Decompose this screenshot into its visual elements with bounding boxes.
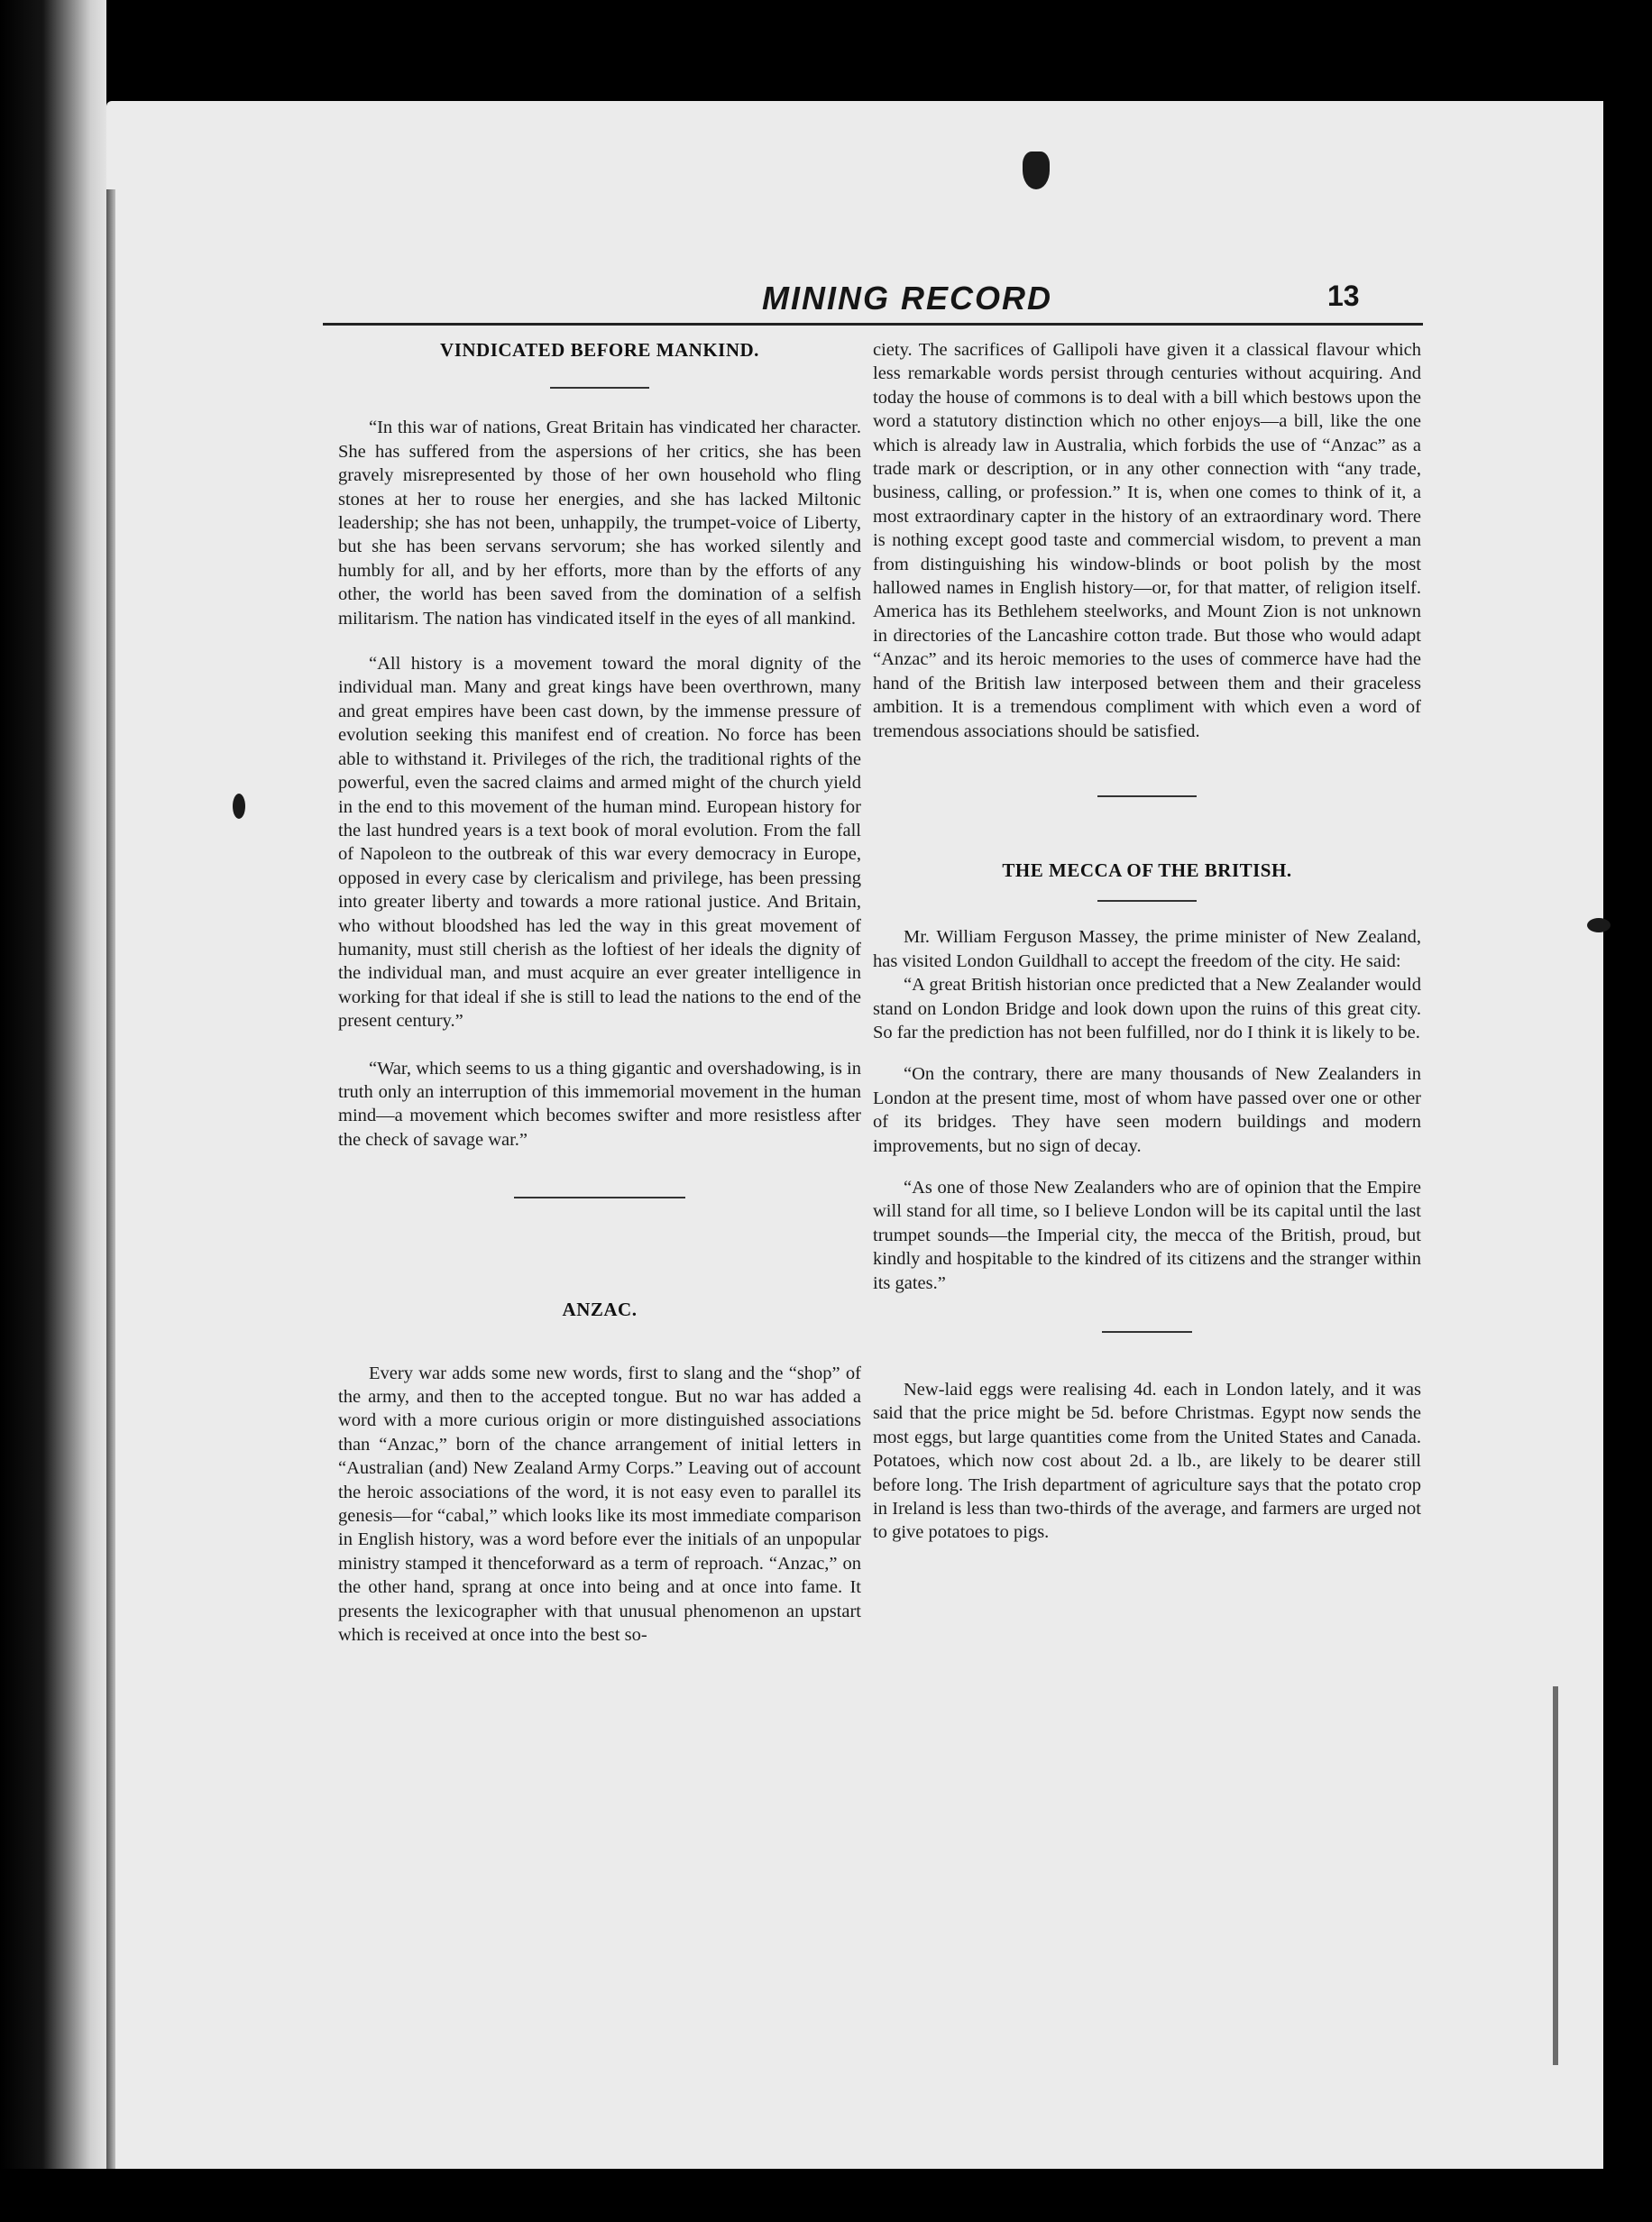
section-rule (1102, 1331, 1192, 1333)
ink-mark (233, 794, 245, 819)
section-rule (514, 1197, 685, 1198)
article-paragraph: “A great British historian once predicted that a New Zealander would stand on London Bridge and look down upon the ruins of this great city. So far the prediction has not been fulfilled, nor do I think it is likely to be. (873, 975, 1421, 1042)
scan-bottom-margin (0, 2169, 1652, 2222)
headline-anzac: ANZAC. (562, 1299, 638, 1321)
article-continuation: ciety. The sacrifices of Gallipoli have given it a classical flavour which less remarkable words persist through centuries without acquiring. And today the house of commons is to deal with a bill which bestows upon the word a statutory distinction which no other enjoys—a bill, like the one which is already law in Australia, which forbids the use of “Anzac” as a trade mark or description, or in any other connection with “any trade, business, calling, or profession.” It is, when one comes to think of it, a most extraordinary capter in the history of an extraordinary word. There is nothing except good taste and commercial wisdom, to prevent a man from distinguishing his window-blinds or boot polish by the most hallowed names in English history—or, for that matter, of religion itself. America has its Bethlehem steelworks, and Mount Zion is not unknown in directories of the Lancashire cotton trade. But those who would adapt “Anzac” and its heroic memories to the uses of commerce have had the hand of the British law interposed between them and their graceless ambition. It is a tremendous compliment with which even a word of tremendous associations should be satisfied. (873, 340, 1421, 741)
section-rule (1097, 795, 1197, 797)
right-column (873, 338, 1421, 1563)
article-paragraph: “In this war of nations, Great Britain has vindicated her character. She has suffered from the aspersions of her critics, she has been gravely misrepresented by those of her own household who fling stones at her to rouse her energies, and she has lacked Miltonic leadership; she has not been, unhappily, the trumpet-voice of Liberty, but she has been servans servorum; she has worked silently and humbly for all, and by her efforts, more than by the efforts of any other, the world has been saved from the domination of a selfish militarism. The nation has vindicated itself in the eyes of all mankind. (338, 418, 861, 629)
binding-crease (106, 189, 115, 2173)
article-paragraph: Mr. William Ferguson Massey, the prime minister of New Zealand, has visited London Guildhall to accept the freedom of the city. He said: (873, 927, 1421, 971)
article-paragraph: New-laid eggs were realising 4d. each in London lately, and it was said that the price might be 5d. before Christmas. Egypt now sends the most eggs, but large quantities come from the United States and Canada. Potatoes, which now cost about 2d. a lb., are likely to be dearer still before long. The Irish department of agriculture says that the potato crop in Ireland is less than two-thirds of the average, and farmers are urged not to give potatoes to pigs. (873, 1380, 1421, 1543)
page-fold-line (1553, 1686, 1558, 2065)
publication-title: MINING RECORD (762, 280, 1052, 317)
article-paragraph: Every war adds some new words, first to slang and the “shop” of the army, and then to the accepted tongue. But no war has added a word with a more curious origin or more distinguished associations than “Anzac,” born of the chance arrangement of initial letters in “Australian (and) New Zealand Army Corps.” Leaving out of account the heroic associations of the word, it is not easy even to parallel its genesis—for “cabal,” which looks like its most immediate comparison in English history, was a word before ever the initials of an unpopular ministry stamped it thenceforward as a term of reproach. “Anzac,” on the other hand, sprang at once into being and at once into fame. It presents the lexicographer with that unusual phenomenon an upstart which is received at once into the best so- (338, 1363, 861, 1646)
headline-mecca: THE MECCA OF THE BRITISH. (1002, 858, 1292, 881)
article-paragraph: “War, which seems to us a thing gigantic and overshadowing, is in truth only an interruption of this immemorial movement in the human mind—a movement which becomes swifter and more resistless after the check of savage war.” (338, 1058, 861, 1150)
scan-right-margin (1603, 101, 1652, 2222)
section-rule (1097, 900, 1197, 902)
left-column (338, 338, 861, 1665)
ink-blot (1023, 152, 1050, 189)
ink-speck (1587, 918, 1611, 932)
article-paragraph: “All history is a movement toward the moral dignity of the individual man. Many and great kings have been overthrown, many and great empires have been cast down, by the immense pressure of evolution seeking this manifest end of creation. No force has been able to withstand it. Privileges of the rich, the traditional rights of the powerful, even the sacred claims and armed might of the church yield in the end to this movement of the human mind. European history for the last hundred years is a text book of moral evolution. From the fall of Napoleon to the outbreak of this war every democracy in Europe, opposed in every case by clericalism and privilege, has been pressing into greater liberty and towards a more rational justice. And Britain, who without bloodshed has led the way in this great movement of humanity, must still cherish as the loftiest of her ideals the dignity of the individual man, and must acquire an ever greater intelligence in working for that ideal if she is still to lead the nations to the end of the present century.” (338, 654, 861, 1032)
header-rule (323, 323, 1423, 326)
article-paragraph: “On the contrary, there are many thousands of New Zealanders in London at the present time, most of whom have passed over one or other of its bridges. They have seen modern buildings and modern improvements, but no sign of decay. (873, 1064, 1421, 1156)
section-rule (550, 387, 649, 389)
article-paragraph: “As one of those New Zealanders who are of opinion that the Empire will stand for all time, so I believe London will be its capital until the last trumpet sounds—the Imperial city, the mecca of the British, proud, but kindly and hospitable to the kindred of its citizens and the stranger within its gates.” (873, 1177, 1421, 1293)
headline-vindicated: VINDICATED BEFORE MANKIND. (440, 339, 759, 361)
scan-left-margin (0, 0, 106, 2222)
page-number: 13 (1327, 280, 1360, 312)
